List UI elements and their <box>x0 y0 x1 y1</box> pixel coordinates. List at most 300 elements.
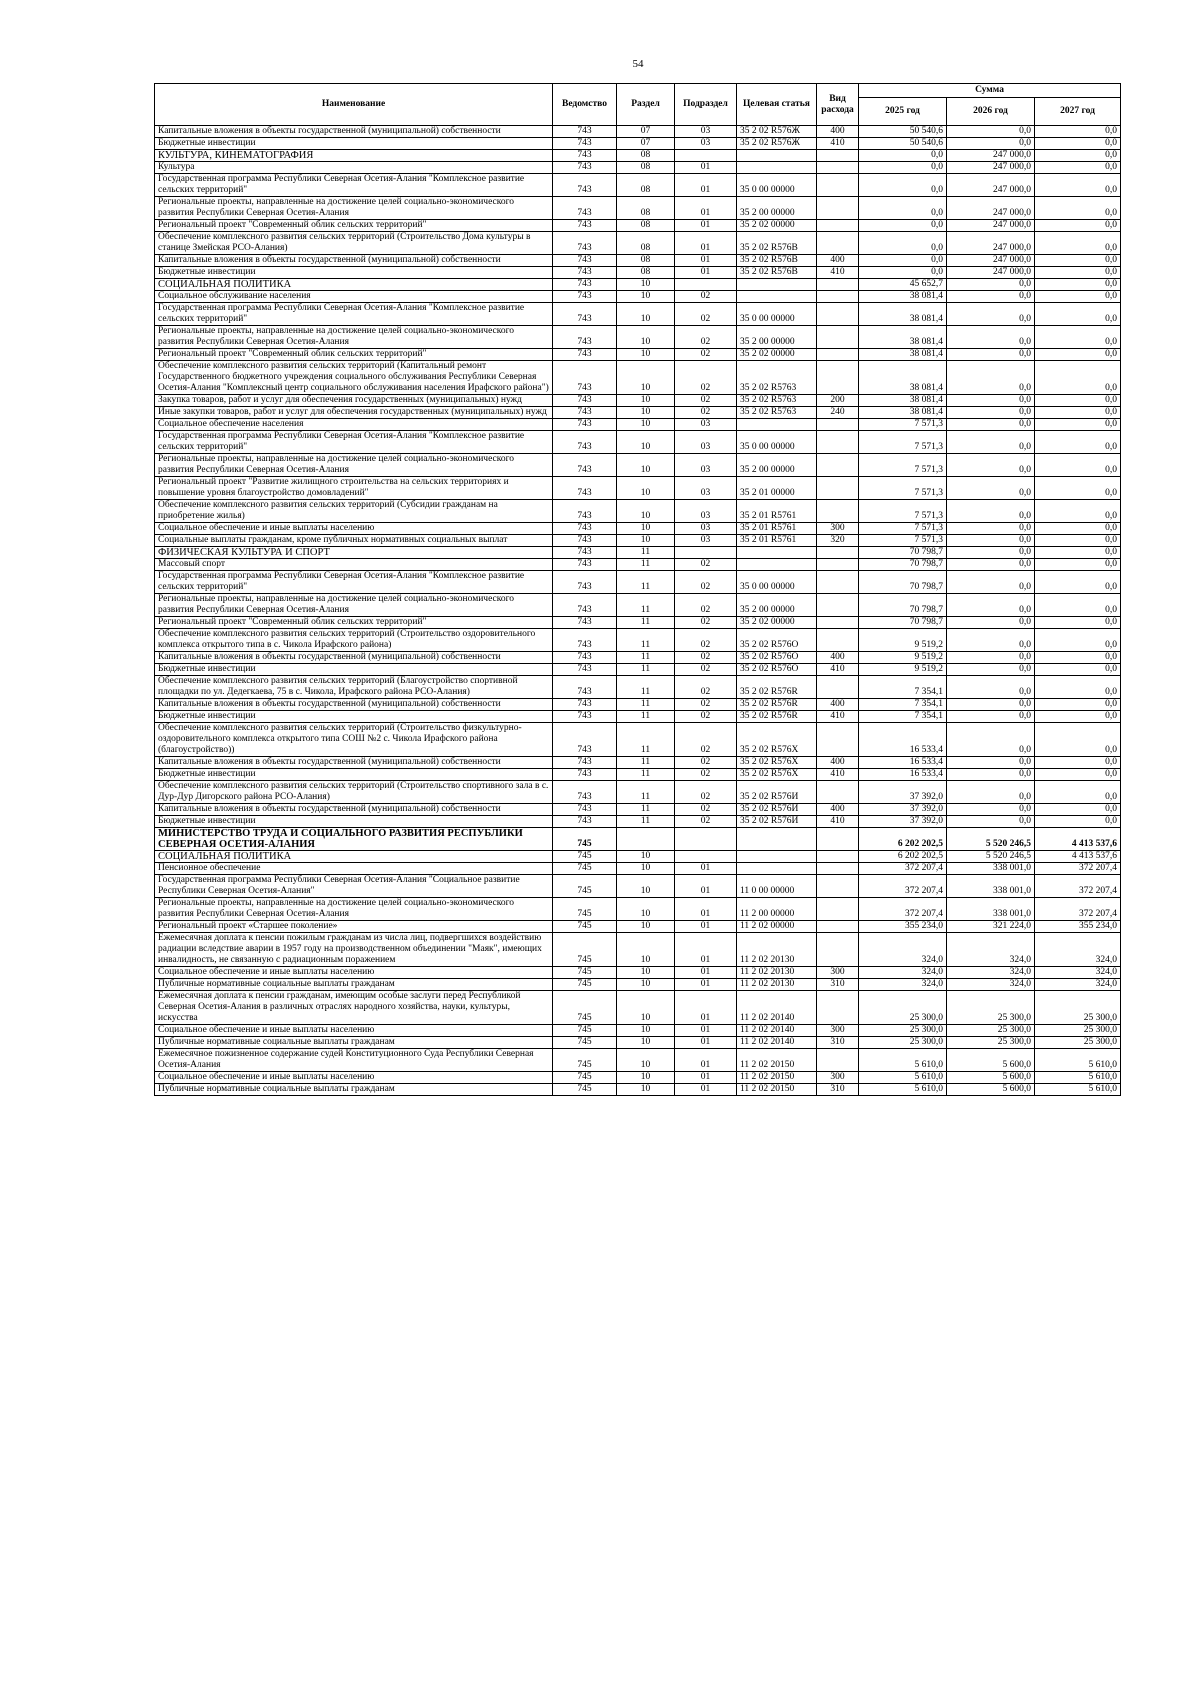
cell-2027: 324,0 <box>1035 979 1121 991</box>
table-row <box>155 326 1121 349</box>
cell-section: 10 <box>617 851 675 863</box>
cell-dept: 743 <box>553 220 617 232</box>
cell-target: 11 2 02 20140 <box>737 1037 817 1049</box>
cell-section: 07 <box>617 138 675 150</box>
cell-2025: 324,0 <box>859 979 947 991</box>
cell-2025: 50 540,6 <box>859 126 947 138</box>
cell-2026: 0,0 <box>947 419 1035 431</box>
cell-name: Ежемесячная доплата к пенсии пожилым гражданам из числа лиц, подвергшихся воздействию радиации вследствие аварии в 1957 году на производственном объединении "Маяк", имеющих инвалидность, не связанную с радиационным поражением <box>155 933 553 967</box>
cell-subsection <box>675 828 737 851</box>
cell-2025: 70 798,7 <box>859 571 947 594</box>
cell-section: 10 <box>617 933 675 967</box>
cell-kind: 320 <box>817 535 859 547</box>
cell-2026: 247 000,0 <box>947 162 1035 174</box>
cell-subsection: 01 <box>675 1072 737 1084</box>
cell-2026: 247 000,0 <box>947 197 1035 220</box>
cell-target: 35 2 00 00000 <box>737 326 817 349</box>
cell-target: 11 2 02 20150 <box>737 1072 817 1084</box>
cell-dept: 743 <box>553 454 617 477</box>
cell-section: 08 <box>617 174 675 197</box>
cell-2025: 0,0 <box>859 232 947 255</box>
cell-name: Региональные проекты, направленные на достижение целей социально-экономического развития Республики Северная Осетия-Алания <box>155 594 553 617</box>
cell-target: 35 2 01 R5761 <box>737 535 817 547</box>
cell-section: 10 <box>617 921 675 933</box>
table-row <box>155 1084 1121 1096</box>
cell-section: 11 <box>617 547 675 559</box>
cell-dept: 743 <box>553 349 617 361</box>
cell-target: 35 2 02 R576B <box>737 255 817 267</box>
cell-2025: 0,0 <box>859 220 947 232</box>
cell-2025: 0,0 <box>859 267 947 279</box>
cell-section: 11 <box>617 723 675 757</box>
cell-2027: 5 610,0 <box>1035 1072 1121 1084</box>
cell-name: Государственная программа Республики Северная Осетия-Алания "Комплексное развитие сельских территорий" <box>155 571 553 594</box>
cell-section: 11 <box>617 571 675 594</box>
cell-section: 10 <box>617 1049 675 1072</box>
cell-target: 35 2 02 R5763 <box>737 361 817 395</box>
cell-dept: 743 <box>553 326 617 349</box>
cell-name: Бюджетные инвестиции <box>155 769 553 781</box>
cell-subsection: 01 <box>675 1025 737 1037</box>
cell-2025: 16 533,4 <box>859 723 947 757</box>
cell-target: 35 2 02 R576B <box>737 267 817 279</box>
cell-name: Региональный проект "Современный облик сельских территорий" <box>155 349 553 361</box>
cell-name: Государственная программа Республики Северная Осетия-Алания "Комплексное развитие сельских территорий" <box>155 303 553 326</box>
cell-2025: 7 571,3 <box>859 477 947 500</box>
cell-name: Региональный проект "Современный облик сельских территорий" <box>155 617 553 629</box>
cell-subsection: 01 <box>675 1084 737 1096</box>
cell-name: Бюджетные инвестиции <box>155 711 553 723</box>
cell-section: 11 <box>617 594 675 617</box>
cell-name: ФИЗИЧЕСКАЯ КУЛЬТУРА И СПОРТ <box>155 547 553 559</box>
header-sum: Сумма <box>859 84 1121 98</box>
table-row <box>155 174 1121 197</box>
cell-2027: 0,0 <box>1035 303 1121 326</box>
cell-kind <box>817 419 859 431</box>
cell-subsection: 01 <box>675 898 737 921</box>
cell-section: 11 <box>617 769 675 781</box>
cell-2027: 0,0 <box>1035 804 1121 816</box>
cell-target: 35 2 02 R576O <box>737 629 817 652</box>
cell-kind <box>817 559 859 571</box>
cell-kind <box>817 547 859 559</box>
cell-subsection: 03 <box>675 138 737 150</box>
cell-2026: 0,0 <box>947 395 1035 407</box>
table-row <box>155 804 1121 816</box>
cell-kind <box>817 477 859 500</box>
cell-dept: 743 <box>553 431 617 454</box>
cell-kind: 400 <box>817 699 859 711</box>
cell-target: 11 2 02 20140 <box>737 991 817 1025</box>
cell-2026: 0,0 <box>947 138 1035 150</box>
header-target: Целевая статья <box>737 84 817 126</box>
cell-name: Ежемесячная доплата к пенсии гражданам, имеющим особые заслуги перед Республикой Северная Осетия-Алания в различных отраслях народного хозяйства, науки, культуры, искусства <box>155 991 553 1025</box>
cell-subsection <box>675 279 737 291</box>
cell-2026: 324,0 <box>947 967 1035 979</box>
cell-target: 35 2 02 R576X <box>737 723 817 757</box>
table-row <box>155 303 1121 326</box>
cell-section: 08 <box>617 220 675 232</box>
cell-2027: 25 300,0 <box>1035 1025 1121 1037</box>
cell-2026: 0,0 <box>947 477 1035 500</box>
cell-subsection: 02 <box>675 769 737 781</box>
cell-target: 35 0 00 00000 <box>737 431 817 454</box>
cell-2027: 0,0 <box>1035 126 1121 138</box>
cell-2027: 0,0 <box>1035 500 1121 523</box>
cell-dept: 745 <box>553 1037 617 1049</box>
cell-2026: 0,0 <box>947 617 1035 629</box>
cell-2027: 0,0 <box>1035 594 1121 617</box>
table-row <box>155 395 1121 407</box>
table-row <box>155 757 1121 769</box>
cell-kind: 300 <box>817 523 859 535</box>
table-row <box>155 349 1121 361</box>
cell-2025: 16 533,4 <box>859 757 947 769</box>
cell-target: 11 2 02 20140 <box>737 1025 817 1037</box>
cell-dept: 743 <box>553 232 617 255</box>
cell-dept: 743 <box>553 291 617 303</box>
table-row <box>155 291 1121 303</box>
cell-target: 35 2 02 R576B <box>737 232 817 255</box>
cell-2025: 9 519,2 <box>859 629 947 652</box>
table-row <box>155 781 1121 804</box>
cell-2027: 0,0 <box>1035 477 1121 500</box>
cell-target: 11 2 02 20130 <box>737 967 817 979</box>
cell-2025: 70 798,7 <box>859 594 947 617</box>
cell-kind: 300 <box>817 967 859 979</box>
table-row <box>155 898 1121 921</box>
cell-target: 35 2 02 R576И <box>737 781 817 804</box>
cell-2025: 7 571,3 <box>859 431 947 454</box>
cell-subsection: 02 <box>675 349 737 361</box>
cell-target: 35 2 02 R576И <box>737 816 817 828</box>
cell-name: Капитальные вложения в объекты государственной (муниципальной) собственности <box>155 126 553 138</box>
cell-2026: 5 600,0 <box>947 1049 1035 1072</box>
cell-name: Иные закупки товаров, работ и услуг для обеспечения государственных (муниципальных) нужд <box>155 407 553 419</box>
table-row <box>155 419 1121 431</box>
cell-2025: 16 533,4 <box>859 769 947 781</box>
cell-2025: 5 610,0 <box>859 1084 947 1096</box>
cell-target: 11 0 00 00000 <box>737 875 817 898</box>
cell-2026: 0,0 <box>947 523 1035 535</box>
cell-target <box>737 291 817 303</box>
cell-section: 10 <box>617 326 675 349</box>
cell-2027: 0,0 <box>1035 395 1121 407</box>
header-2025: 2025 год <box>859 98 947 126</box>
cell-kind <box>817 617 859 629</box>
cell-2027: 5 610,0 <box>1035 1084 1121 1096</box>
cell-name: Бюджетные инвестиции <box>155 816 553 828</box>
cell-2026: 247 000,0 <box>947 232 1035 255</box>
cell-2025: 50 540,6 <box>859 138 947 150</box>
cell-2027: 0,0 <box>1035 138 1121 150</box>
cell-subsection: 01 <box>675 967 737 979</box>
cell-2025: 355 234,0 <box>859 921 947 933</box>
table-row <box>155 267 1121 279</box>
cell-2027: 0,0 <box>1035 419 1121 431</box>
cell-kind: 400 <box>817 757 859 769</box>
cell-name: Социальное обеспечение населения <box>155 419 553 431</box>
cell-2027: 0,0 <box>1035 279 1121 291</box>
cell-2026: 338 001,0 <box>947 863 1035 875</box>
cell-kind <box>817 220 859 232</box>
cell-2026: 0,0 <box>947 454 1035 477</box>
cell-2026: 0,0 <box>947 291 1035 303</box>
cell-2025: 38 081,4 <box>859 361 947 395</box>
cell-2025: 70 798,7 <box>859 547 947 559</box>
table-row <box>155 875 1121 898</box>
cell-dept: 743 <box>553 781 617 804</box>
cell-dept: 743 <box>553 559 617 571</box>
cell-section: 10 <box>617 523 675 535</box>
cell-target: 35 2 02 R5763 <box>737 407 817 419</box>
table-row <box>155 255 1121 267</box>
cell-subsection <box>675 547 737 559</box>
cell-2026: 0,0 <box>947 757 1035 769</box>
header-2026: 2026 год <box>947 98 1035 126</box>
cell-2025: 37 392,0 <box>859 781 947 804</box>
cell-2025: 372 207,4 <box>859 863 947 875</box>
table-row <box>155 1049 1121 1072</box>
cell-name: Публичные нормативные социальные выплаты гражданам <box>155 1037 553 1049</box>
cell-2026: 0,0 <box>947 571 1035 594</box>
cell-kind <box>817 431 859 454</box>
cell-2026: 247 000,0 <box>947 150 1035 162</box>
cell-dept: 743 <box>553 407 617 419</box>
cell-name: Региональные проекты, направленные на достижение целей социально-экономического развития Республики Северная Осетия-Алания <box>155 454 553 477</box>
cell-name: КУЛЬТУРА, КИНЕМАТОГРАФИЯ <box>155 150 553 162</box>
cell-subsection: 03 <box>675 431 737 454</box>
cell-dept: 745 <box>553 1072 617 1084</box>
table-row <box>155 711 1121 723</box>
table-row <box>155 361 1121 395</box>
cell-kind: 400 <box>817 126 859 138</box>
table-row <box>155 232 1121 255</box>
cell-dept: 743 <box>553 816 617 828</box>
cell-2025: 25 300,0 <box>859 1037 947 1049</box>
cell-subsection: 02 <box>675 407 737 419</box>
cell-2027: 0,0 <box>1035 664 1121 676</box>
cell-2027: 0,0 <box>1035 617 1121 629</box>
cell-dept: 745 <box>553 1049 617 1072</box>
cell-subsection: 02 <box>675 303 737 326</box>
cell-name: Пенсионное обеспечение <box>155 863 553 875</box>
cell-2026: 324,0 <box>947 979 1035 991</box>
header-dept: Ведомство <box>553 84 617 126</box>
cell-subsection: 01 <box>675 979 737 991</box>
cell-2026: 321 224,0 <box>947 921 1035 933</box>
cell-target: 35 2 02 R576O <box>737 664 817 676</box>
cell-2026: 0,0 <box>947 769 1035 781</box>
cell-kind <box>817 629 859 652</box>
cell-subsection: 01 <box>675 1037 737 1049</box>
header-kind: Вид расхода <box>817 84 859 126</box>
cell-target: 11 2 02 20150 <box>737 1084 817 1096</box>
cell-section: 11 <box>617 652 675 664</box>
cell-kind <box>817 162 859 174</box>
cell-name: Культура <box>155 162 553 174</box>
cell-kind <box>817 933 859 967</box>
cell-subsection: 01 <box>675 875 737 898</box>
cell-dept: 743 <box>553 138 617 150</box>
table-row <box>155 571 1121 594</box>
cell-kind <box>817 291 859 303</box>
cell-kind: 410 <box>817 267 859 279</box>
cell-kind: 410 <box>817 664 859 676</box>
cell-name: Обеспечение комплексного развития сельских территорий (Капитальный ремонт Государственного бюджетного учреждения социального обслуживания Республики Северная Осетия-Алания "Комплексный центр социального обслуживания населения Ирафского района") <box>155 361 553 395</box>
cell-2025: 38 081,4 <box>859 303 947 326</box>
cell-kind <box>817 571 859 594</box>
cell-kind: 200 <box>817 395 859 407</box>
cell-kind <box>817 828 859 851</box>
table-row <box>155 664 1121 676</box>
table-row <box>155 150 1121 162</box>
cell-2026: 0,0 <box>947 279 1035 291</box>
cell-2025: 7 571,3 <box>859 500 947 523</box>
cell-name: Социальные выплаты гражданам, кроме публичных нормативных социальных выплат <box>155 535 553 547</box>
cell-dept: 745 <box>553 933 617 967</box>
cell-2025: 7 571,3 <box>859 535 947 547</box>
cell-target: 35 2 02 R576R <box>737 676 817 699</box>
table-row <box>155 1072 1121 1084</box>
cell-name: Государственная программа Республики Северная Осетия-Алания "Комплексное развитие сельских территорий" <box>155 174 553 197</box>
cell-2025: 372 207,4 <box>859 875 947 898</box>
table-body <box>155 126 1121 1096</box>
cell-subsection: 02 <box>675 781 737 804</box>
cell-kind <box>817 232 859 255</box>
cell-subsection: 03 <box>675 523 737 535</box>
table-row <box>155 967 1121 979</box>
cell-dept: 745 <box>553 863 617 875</box>
cell-name: Государственная программа Республики Северная Осетия-Алания "Комплексное развитие сельских территорий" <box>155 431 553 454</box>
cell-2026: 0,0 <box>947 594 1035 617</box>
cell-2026: 0,0 <box>947 664 1035 676</box>
cell-name: Региональные проекты, направленные на достижение целей социально-экономического развития Республики Северная Осетия-Алания <box>155 898 553 921</box>
cell-section: 10 <box>617 863 675 875</box>
cell-section: 08 <box>617 162 675 174</box>
cell-name: Обеспечение комплексного развития сельских территорий (Строительство спортивного зала в с. Дур-Дур Дигорского района РСО-Алания) <box>155 781 553 804</box>
cell-name: МИНИСТЕРСТВО ТРУДА И СОЦИАЛЬНОГО РАЗВИТИЯ РЕСПУБЛИКИ СЕВЕРНАЯ ОСЕТИЯ-АЛАНИЯ <box>155 828 553 851</box>
cell-kind: 310 <box>817 1037 859 1049</box>
cell-subsection: 02 <box>675 723 737 757</box>
cell-kind <box>817 150 859 162</box>
cell-target: 35 2 02 R576R <box>737 711 817 723</box>
cell-section: 10 <box>617 477 675 500</box>
header-name: Наименование <box>155 84 553 126</box>
cell-kind: 410 <box>817 711 859 723</box>
cell-2027: 0,0 <box>1035 559 1121 571</box>
cell-kind <box>817 349 859 361</box>
cell-2027: 4 413 537,6 <box>1035 828 1121 851</box>
cell-section: 10 <box>617 991 675 1025</box>
cell-dept: 743 <box>553 699 617 711</box>
cell-dept: 745 <box>553 851 617 863</box>
table-row <box>155 1037 1121 1049</box>
cell-dept: 743 <box>553 769 617 781</box>
cell-target <box>737 162 817 174</box>
table-row <box>155 652 1121 664</box>
cell-name: Обеспечение комплексного развития сельских территорий (Строительство Дома культуры в станице Змейская РСО-Алания) <box>155 232 553 255</box>
table-row <box>155 407 1121 419</box>
table-row <box>155 197 1121 220</box>
cell-2025: 7 354,1 <box>859 711 947 723</box>
cell-subsection: 01 <box>675 1049 737 1072</box>
cell-2025: 7 354,1 <box>859 676 947 699</box>
cell-kind <box>817 991 859 1025</box>
table-row <box>155 431 1121 454</box>
cell-dept: 743 <box>553 629 617 652</box>
cell-dept: 743 <box>553 676 617 699</box>
cell-dept: 743 <box>553 279 617 291</box>
cell-subsection: 03 <box>675 454 737 477</box>
cell-subsection <box>675 150 737 162</box>
cell-section: 11 <box>617 676 675 699</box>
cell-kind <box>817 361 859 395</box>
table-row <box>155 126 1121 138</box>
cell-kind <box>817 500 859 523</box>
cell-name: Социальное обеспечение и иные выплаты населению <box>155 1025 553 1037</box>
cell-target: 35 0 00 00000 <box>737 303 817 326</box>
cell-2026: 0,0 <box>947 699 1035 711</box>
cell-dept: 745 <box>553 1025 617 1037</box>
cell-2026: 0,0 <box>947 547 1035 559</box>
cell-2027: 0,0 <box>1035 523 1121 535</box>
cell-name: Ежемесячное пожизненное содержание судей Конституционного Суда Республики Северная Осетия-Алания <box>155 1049 553 1072</box>
table-row <box>155 547 1121 559</box>
cell-2025: 7 571,3 <box>859 523 947 535</box>
cell-2025: 324,0 <box>859 933 947 967</box>
cell-kind <box>817 197 859 220</box>
table-row <box>155 828 1121 851</box>
cell-2025: 7 354,1 <box>859 699 947 711</box>
cell-name: Региональные проекты, направленные на достижение целей социально-экономического развития Республики Северная Осетия-Алания <box>155 197 553 220</box>
cell-target: 35 2 00 00000 <box>737 454 817 477</box>
cell-kind <box>817 303 859 326</box>
cell-2025: 6 202 202,5 <box>859 851 947 863</box>
cell-name: Социальное обеспечение и иные выплаты населению <box>155 967 553 979</box>
cell-2025: 25 300,0 <box>859 991 947 1025</box>
table-row <box>155 863 1121 875</box>
cell-section: 11 <box>617 781 675 804</box>
cell-kind: 400 <box>817 804 859 816</box>
cell-2026: 0,0 <box>947 816 1035 828</box>
cell-subsection: 01 <box>675 162 737 174</box>
cell-section: 10 <box>617 361 675 395</box>
cell-section: 11 <box>617 711 675 723</box>
cell-2026: 0,0 <box>947 804 1035 816</box>
table-row <box>155 1025 1121 1037</box>
cell-section: 10 <box>617 1072 675 1084</box>
cell-subsection: 01 <box>675 933 737 967</box>
cell-2027: 0,0 <box>1035 781 1121 804</box>
cell-dept: 743 <box>553 174 617 197</box>
cell-dept: 745 <box>553 991 617 1025</box>
cell-2025: 38 081,4 <box>859 407 947 419</box>
header-subsection: Подраздел <box>675 84 737 126</box>
cell-subsection: 01 <box>675 232 737 255</box>
cell-2026: 338 001,0 <box>947 898 1035 921</box>
cell-dept: 743 <box>553 361 617 395</box>
cell-2026: 5 600,0 <box>947 1084 1035 1096</box>
cell-target: 35 2 02 R576X <box>737 769 817 781</box>
cell-2025: 38 081,4 <box>859 395 947 407</box>
cell-target: 11 2 02 20130 <box>737 979 817 991</box>
cell-kind <box>817 851 859 863</box>
cell-name: Бюджетные инвестиции <box>155 664 553 676</box>
cell-section: 10 <box>617 454 675 477</box>
cell-target <box>737 863 817 875</box>
cell-dept: 743 <box>553 395 617 407</box>
